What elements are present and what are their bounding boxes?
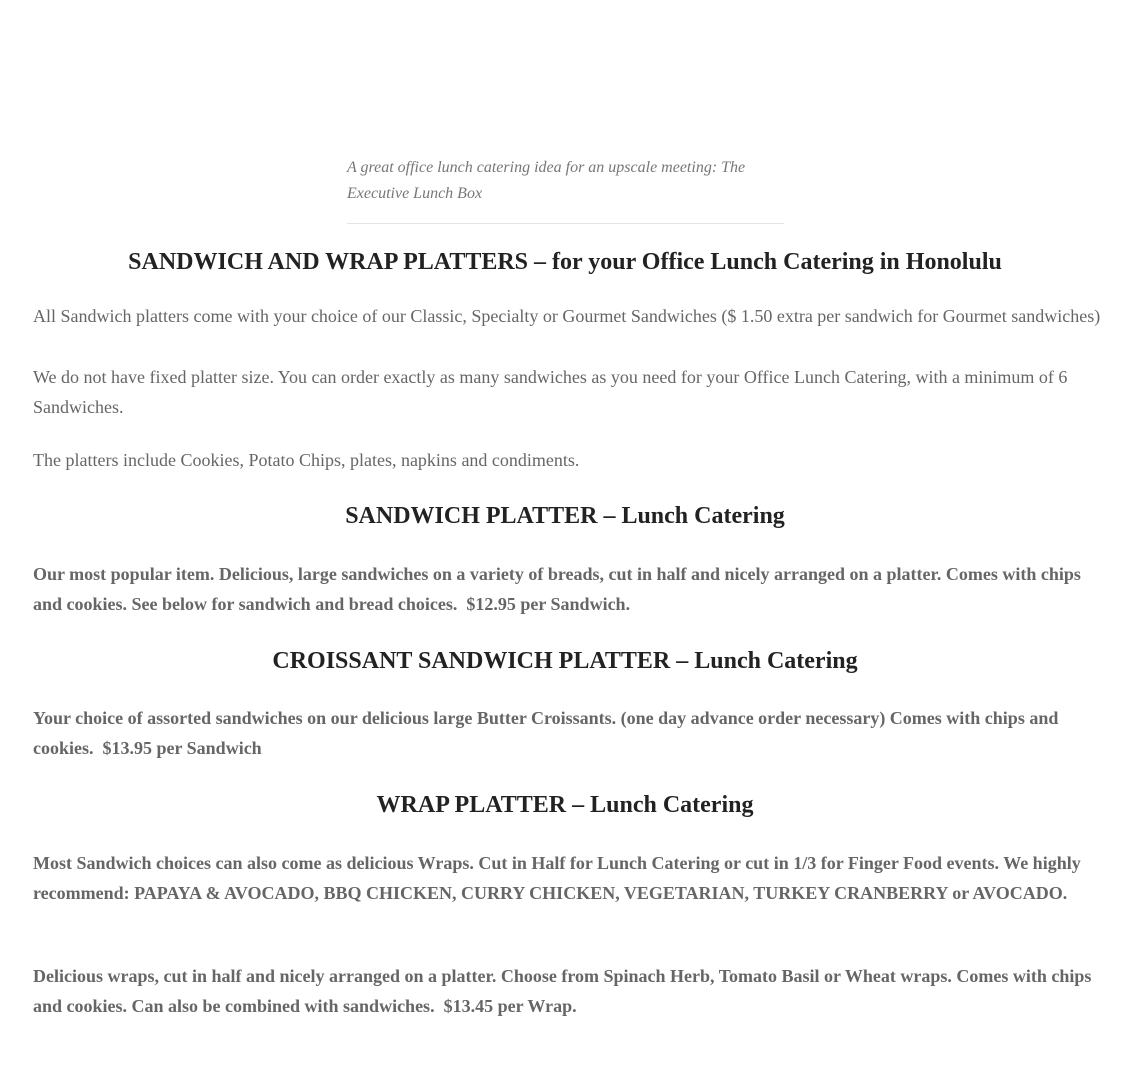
main-heading-bold: SANDWICH AND WRAP PLATTERS – <box>128 249 547 275</box>
wrap-platter-heading-bold: WRAP PLATTER <box>376 792 567 818</box>
sandwich-platter-heading <box>0 501 1130 531</box>
wrap-platter-heading <box>0 790 1130 820</box>
croissant-platter-description: Your choice of assorted sandwiches on our delicious large Butter Croissants. (one day advance order necessary) Comes with chips and cookies. $13.95 per Sandwich <box>33 708 1059 758</box>
main-heading-normal: for your Office Lunch Catering in Honolulu <box>546 249 1002 275</box>
croissant-platter-heading-normal: Lunch Catering <box>688 648 858 674</box>
croissant-platter-heading <box>0 646 1130 676</box>
figure-caption: A great office lunch catering idea for an upscale meeting: The Executive Lunch Box <box>347 159 746 202</box>
intro-paragraph-3: The platters include Cookies, Potato Chips, plates, napkins and condiments. <box>33 450 580 470</box>
wrap-platter-heading-normal: – Lunch Catering <box>566 792 754 818</box>
intro-paragraph-1: All Sandwich platters come with your choice of our Classic, Specialty or Gourmet Sandwiches ($ 1.50 extra per sandwich for Gourmet sandwiches) <box>33 306 1101 326</box>
figure-image-area <box>347 0 784 150</box>
wrap-platter-description-1: Most Sandwich choices can also come as delicious Wraps. Cut in Half for Lunch Catering or cut in 1/3 for Finger Food events. We highly recommend: PAPAYA & AVOCADO, BBQ CHICKEN, CURRY CHICKEN, VEGETARIAN, TURKEY CRANBERRY or AVOCADO. <box>33 853 1081 903</box>
caption-divider <box>347 223 784 224</box>
main-heading <box>0 247 1130 277</box>
wrap-platter-description-2: Delicious wraps, cut in half and nicely arranged on a platter. Choose from Spinach Herb, Tomato Basil or Wheat wraps. Comes with chips and cookies. Can also be combined with sandwiches. $13.45 per Wrap. <box>33 966 1092 1016</box>
sandwich-platter-heading-normal: – Lunch Catering <box>597 503 785 529</box>
croissant-platter-heading-bold: CROISSANT SANDWICH PLATTER – <box>272 648 689 674</box>
figure-image <box>347 0 784 150</box>
sandwich-platter-description: Our most popular item. Delicious, large sandwiches on a variety of breads, cut in half and nicely arranged on a platter. Comes with chips and cookies. See below for sandwich and bread choices. $12.95 per Sandwich. <box>33 564 1081 614</box>
sandwich-platter-heading-bold: SANDWICH PLATTER <box>345 503 598 529</box>
intro-paragraph-2: We do not have fixed platter size. You can order exactly as many sandwiches as you need for your Office Lunch Catering, with a minimum of 6 Sandwiches. <box>33 367 1068 417</box>
